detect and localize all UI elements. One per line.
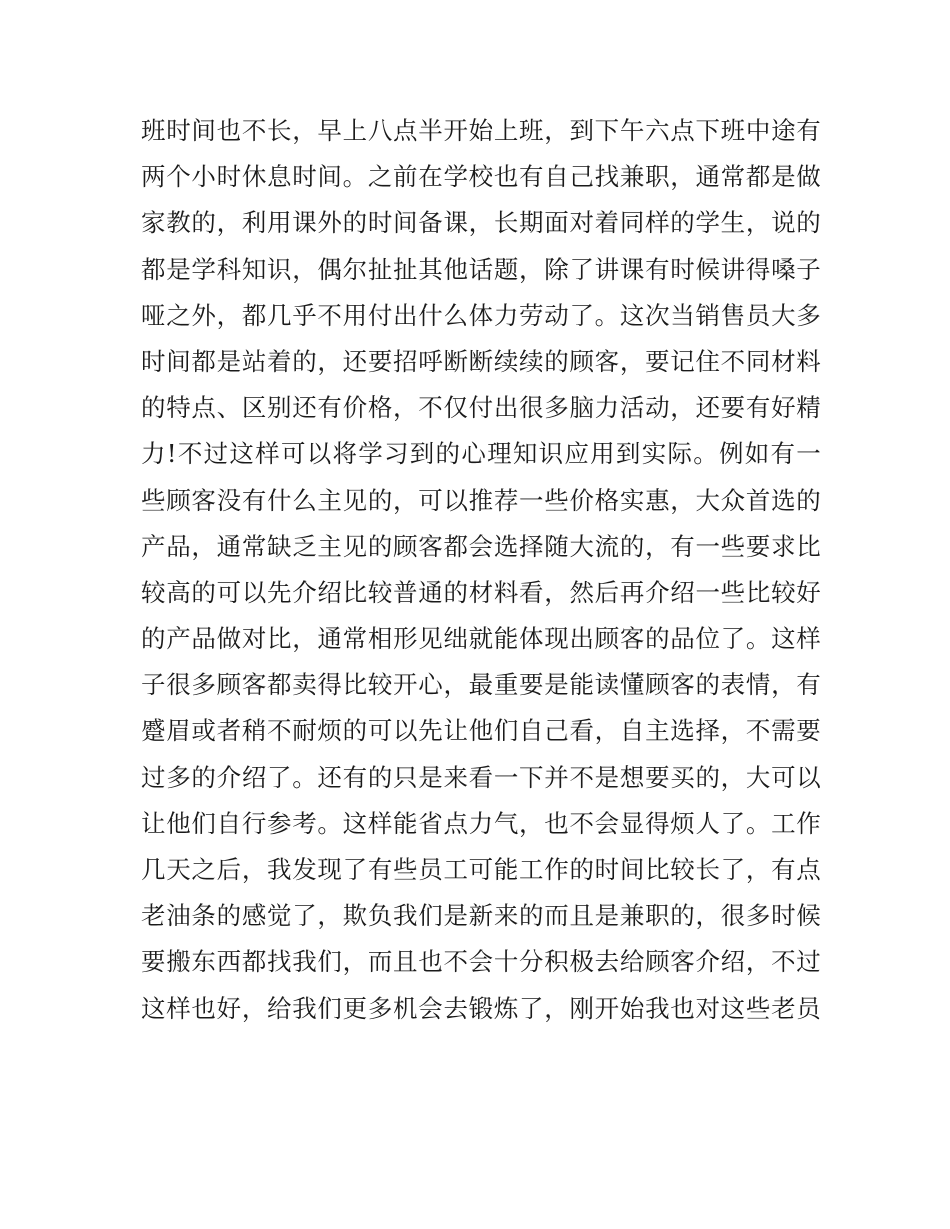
text-line: 蹙眉或者稍不耐烦的可以先让他们自己看，自主选择，不需要 [141,716,821,746]
text-line: 的产品做对比，通常相形见绌就能体现出顾客的品位了。这样 [141,624,821,654]
text-line: 都是学科知识，偶尔扯扯其他话题，除了讲课有时候讲得嗓子 [141,254,821,284]
text-line: 家教的，利用课外的时间备课，长期面对着同样的学生，说的 [141,208,821,238]
text-line: 产品，通常缺乏主见的顾客都会选择随大流的，有一些要求比 [141,531,821,561]
text-line: 老油条的感觉了，欺负我们是新来的而且是兼职的，很多时候 [141,901,821,931]
text-line: 力!不过这样可以将学习到的心理知识应用到实际。例如有一 [141,439,821,469]
text-line: 要搬东西都找我们，而且也不会十分积极去给顾客介绍，不过 [141,947,821,977]
text-line: 较高的可以先介绍比较普通的材料看，然后再介绍一些比较好 [141,577,821,607]
text-line: 些顾客没有什么主见的，可以推荐一些价格实惠，大众首选的 [141,485,821,515]
body-text [141,108,821,1032]
text-line: 子很多顾客都卖得比较开心，最重要是能读懂顾客的表情，有 [141,670,821,700]
text-line: 时间都是站着的，还要招呼断断续续的顾客，要记住不同材料 [141,346,821,376]
text-line: 哑之外，都几乎不用付出什么体力劳动了。这次当销售员大多 [141,300,821,330]
text-line: 让他们自行参考。这样能省点力气，也不会显得烦人了。工作 [141,808,821,838]
text-line: 的特点、区别还有价格，不仅付出很多脑力活动，还要有好精 [141,393,821,423]
text-line: 几天之后，我发现了有些员工可能工作的时间比较长了，有点 [141,855,821,884]
text-line: 过多的介绍了。还有的只是来看一下并不是想要买的，大可以 [141,762,821,792]
text-line: 两个小时休息时间。之前在学校也有自己找兼职，通常都是做 [141,162,821,192]
text-line: 这样也好，给我们更多机会去锻炼了，刚开始我也对这些老员 [141,993,821,1023]
text-line: 班时间也不长，早上八点半开始上班，到下午六点下班中途有 [141,116,821,145]
